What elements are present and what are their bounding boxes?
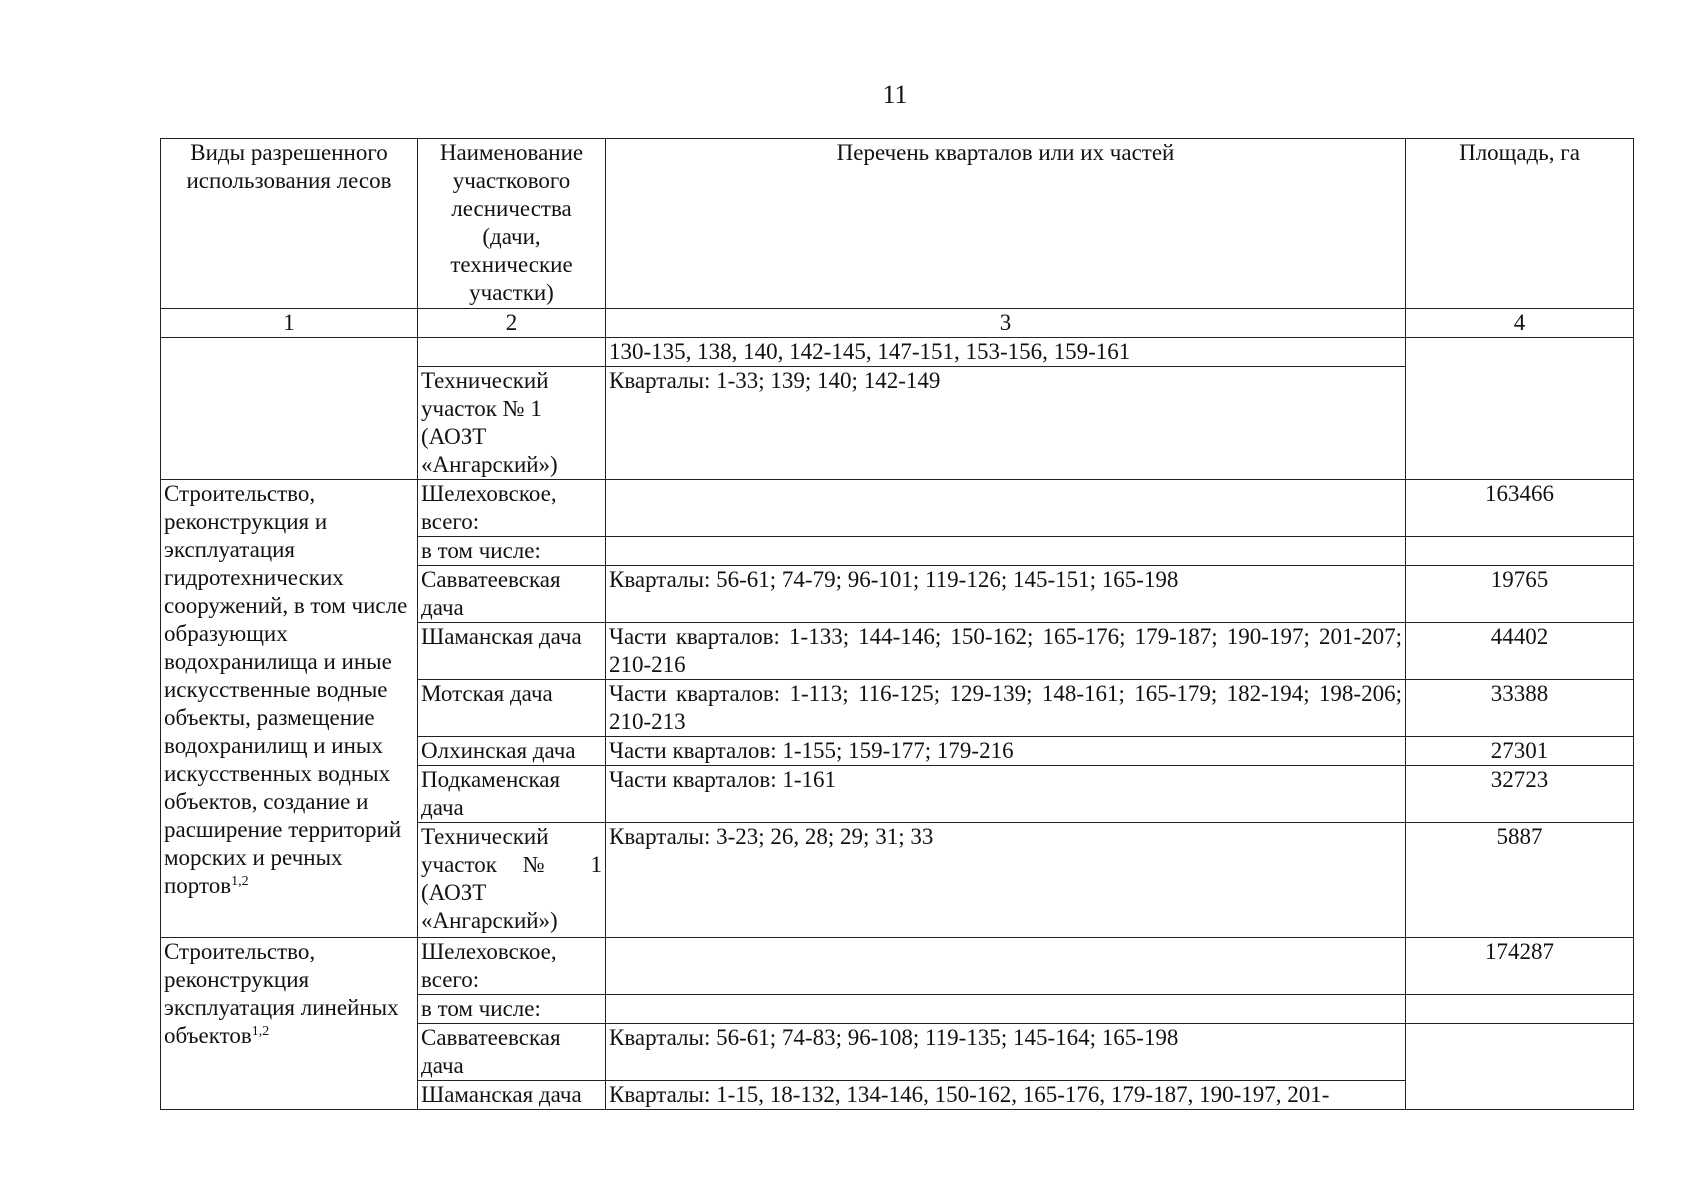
forestry-cell: Олхинская дача — [418, 737, 606, 766]
including-label: в том числе: — [418, 995, 606, 1024]
forestry-cell: Подкаменская дача — [418, 766, 606, 823]
forestry-cell: Мотская дача — [418, 680, 606, 737]
quarters-cell: Кварталы: 56-61; 74-79; 96-101; 119-126; 145-151; 165-198 — [606, 566, 1406, 623]
column-number: 4 — [1406, 309, 1634, 338]
quarters-cell — [606, 938, 1406, 995]
area-cell: 5887 — [1406, 823, 1634, 938]
area-cell: 27301 — [1406, 737, 1634, 766]
header-area: Площадь, га — [1406, 139, 1634, 309]
area-cell — [1406, 338, 1634, 480]
forestry-cell — [418, 338, 606, 367]
area-cell: 32723 — [1406, 766, 1634, 823]
forestry-cell: Шаманская дача — [418, 1081, 606, 1110]
forestry-total-label: Шелеховское, всего: — [418, 938, 606, 995]
column-number: 1 — [161, 309, 418, 338]
header-row — [161, 139, 1634, 309]
quarters-cell: Кварталы: 56-61; 74-83; 96-108; 119-135; 145-164; 165-198 — [606, 1024, 1406, 1081]
area-cell — [1406, 1024, 1634, 1110]
footnote-ref: 1,2 — [231, 874, 249, 889]
area-cell: 44402 — [1406, 623, 1634, 680]
page-number: 11 — [882, 80, 908, 109]
quarters-cell: Части кварталов: 1-133; 144-146; 150-162; 165-176; 179-187; 190-197; 201-207; 210-216 — [606, 623, 1406, 680]
area-cell — [1406, 995, 1634, 1024]
quarters-cell: Части кварталов: 1-155; 159-177; 179-216 — [606, 737, 1406, 766]
quarters-cell: Кварталы: 3-23; 26, 28; 29; 31; 33 — [606, 823, 1406, 938]
use-type-cell — [161, 338, 418, 480]
including-label: в том числе: — [418, 537, 606, 566]
forestry-total-label: Шелеховское, всего: — [418, 480, 606, 537]
use-type-cell — [161, 938, 418, 1110]
quarters-cell: Кварталы: 1-33; 139; 140; 142-149 — [606, 367, 1406, 480]
quarters-cell — [606, 537, 1406, 566]
forestry-cell: Савватеевская дача — [418, 1024, 606, 1081]
forestry-cell: Технический участок № 1 (АОЗТ «Ангарский») — [418, 367, 606, 480]
quarters-cell: Части кварталов: 1-113; 116-125; 129-139; 148-161; 165-179; 182-194; 198-206; 210-213 — [606, 680, 1406, 737]
quarters-cell: 130-135, 138, 140, 142-145, 147-151, 153-156, 159-161 — [606, 338, 1406, 367]
table-row — [161, 938, 1634, 995]
use-type-text: Строительство, реконструкция и эксплуатация гидротехнических сооружений, в том числе образующих водохранилища и иные искусственные водные объекты, размещение водохранилищ и иных искусственных водных объектов, создание и расширение территорий морских и речных портов — [164, 481, 408, 898]
header-forestry: Наименование участкового лесничества (дачи, технические участки) — [418, 139, 606, 309]
header-use-type: Виды разрешенного использования лесов — [161, 139, 418, 309]
column-number: 2 — [418, 309, 606, 338]
use-type-text: Строительство, реконструкция эксплуатация линейных объектов — [164, 939, 399, 1048]
quarters-cell: Кварталы: 1-15, 18-132, 134-146, 150-162, 165-176, 179-187, 190-197, 201- — [606, 1081, 1406, 1110]
use-type-cell — [161, 480, 418, 938]
table-row — [161, 338, 1634, 367]
area-cell — [1406, 537, 1634, 566]
forestry-cell: Савватеевская дача — [418, 566, 606, 623]
column-number-row — [161, 309, 1634, 338]
total-area: 174287 — [1406, 938, 1634, 995]
area-cell: 33388 — [1406, 680, 1634, 737]
total-area: 163466 — [1406, 480, 1634, 537]
quarters-cell — [606, 480, 1406, 537]
forest-use-table — [160, 138, 1634, 1110]
header-quarters: Перечень кварталов или их частей — [606, 139, 1406, 309]
quarters-cell — [606, 995, 1406, 1024]
footnote-ref: 1,2 — [251, 1024, 270, 1039]
quarters-cell: Части кварталов: 1-161 — [606, 766, 1406, 823]
area-cell: 19765 — [1406, 566, 1634, 623]
forestry-cell: Технический участок № 1 (АОЗТ «Ангарский») — [418, 823, 606, 938]
table-row — [161, 480, 1634, 537]
forestry-cell: Шаманская дача — [418, 623, 606, 680]
column-number: 3 — [606, 309, 1406, 338]
